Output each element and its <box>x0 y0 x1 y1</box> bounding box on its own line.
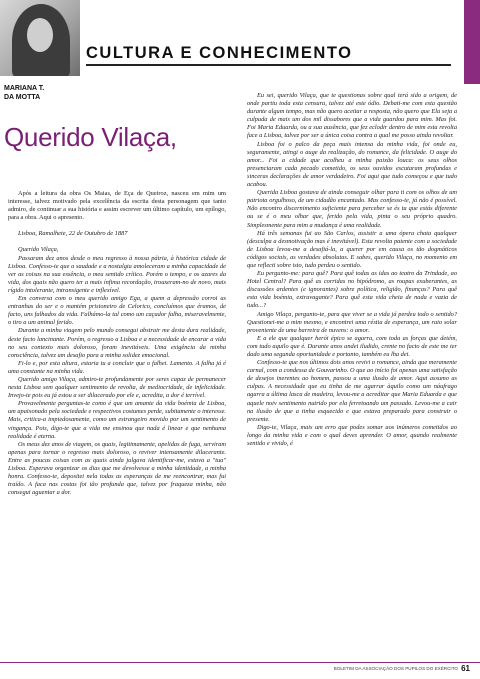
paragraph: Querido Vilaça, <box>18 246 59 254</box>
section-title-rule <box>86 64 451 66</box>
page-number: 61 <box>461 664 470 673</box>
paragraph: Os meus dez anos de viagem, os quais, legitimamente, apelidas de fuga, serviram apenas para tornar o regresso mais doloroso, o reviver intensamente dilacerante. Entre as poucas coisas com as quais ainda julgava identificar-me, estava a "tua" Lisboa. Esperava organizar os dias que me devolvesse a minha identidade, a minha honra. Confesso-te, depositei nela todas as esperanças de me reencontrar, mas fui traído. A faca nas costas foi tão profunda que, talvez por fraqueza minha, não consegui aguentar a dor. <box>8 440 226 497</box>
paragraph: Amigo Vilaça, pergunto-te, para que viver se a vida já perdeu todo o sentido? Questionei-me a mim mesmo, e encontrei uma réstia de esperança, um raio solar proveniente de uma barreira de nuvens: o amor. <box>247 310 457 334</box>
author-photo-face <box>27 18 53 52</box>
paragraph: Lisboa, Ramalhete, 22 de Outubro de 1887 <box>18 230 128 238</box>
paragraph: Querida Lisboa gostava de ainda conseguir olhar para ti com os olhos de um patriota orgulhoso, de um cidadão encantado. Mas confesso-te, já não é possível. Não encontro discernimento suficiente para perceber se és tu que estás diferente ou se é o meu olhar que, ferido pela vida, pinta o seu próprio quadro. Simplesmente para mim a mudança é uma realidade. <box>247 189 457 229</box>
author-photo <box>0 0 80 76</box>
paragraph: Passaram dez anos desde o meu regresso à nossa pátria, à histórica cidade de Lisboa. Confesso-te que a saudade e a nostalgia amoleceram a minha capacidade de ver as coisas na sua essência, o meu sentido crítico. Porém o tempo, e os azares da vida, dos quais não quero ter a mais ínfima recordação, trouxeram-no de novo, mais rígido intolerante, intransigente e inflexível. <box>8 254 226 294</box>
paragraph: Confesso-te que nos últimos dois anos revivi o romance, ainda que meramente carnal, com a condessa de Gouvarinho. O que ao início foi apenas uma satisfação de desejos inerentes ao homem, passou a uma ilusão de amor. Aqui assumo as culpas. A necessidade que eu tinha de me agarrar àquilo como um náufrago agarra a última lasca de madeira, levou-me a acreditar que Maria Eduarda e que aquele noiv sentimento nutrido por ela ferretoando um passado. Levou-me a cair na ilusão de que a tinha esquecido e que estava preparado para construir o presente. <box>247 359 457 423</box>
article-title: Querido Vilaça, <box>4 122 177 152</box>
paragraph: Querido amigo Vilaça, admiro-te profundamente por seres capaz de permanecer nesta Lisboa sem qualquer sentimento de revolta, de mediocridade, de infelicidade. Invejo-te pois eu já estou a ser dilacerado por ele e, acredita, a dor é terrível. <box>8 375 226 400</box>
paragraph: Há três semanas fui ao São Carlos, assistir a uma ópera chata qualquer (desculpa a desmotivação mas é inevitável). Esta revolta patente com a sociedade de Lisboa levou-me a desafiá-la, a querer por em causa os tão dogmáticos códigos sociais, as verdades absolutas. E sabes, querido Vilaça, no momento em que reflecti sobre isto, tudo perdeu o sentido. <box>247 229 457 269</box>
footer-publication: BOLETIM DA ASSOCIAÇÃO DOS PUPILOS DO EXÉRCITO <box>333 666 458 671</box>
section-color-bar <box>464 0 480 84</box>
author-name <box>4 84 44 102</box>
paragraph: Eu pergunto-me: para quê? Para quê todas as idas ao teatro da Trindade, ao Hotel Central? Para quê as corridas no hipódromo, as roupas exuberantes, as discussões ardentes (e ignorantes) sobre política, religião, finanças? Para quê esta vida boémia, extravagante? Para quê esta vida cheia de nada e vazia de tudo...? <box>247 270 457 310</box>
paragraph: Provavelmente perguntas-te como é que um amante da vida boémia de Lisboa, um apaixonado pela sociedade e respectivos costumes perde, subitamente o interesse. Mais, critica-a impiedosamente, como um estrangeiro movido por um sentimento de vingança. Pois, digo-te que a vida me ensinou que nada é linear e que nenhuma realidade é eterna. <box>8 400 226 440</box>
paragraph: Em conversa com o meu querido amigo Ega, a quem a depressão corroi as entranhas do ser e o mantém prisioneiro de Celorico, concluímos que éramos, de facto, uns falhados da vida. Falhámo-la tal como um caçador falha, miseravelmente, o tiro a um animal ferido. <box>8 295 226 327</box>
paragraph: Lisboa foi o palco da peça mais intensa da minha vida, foi onde eu, seguramente, atingi o auge da realização, do romance, da felicidade. O auge do amor... Foi a cidade que acolheu a minha paixão louca: os seus olhos presenciaram cada pecado cometido, os seus ouvidos escutaram profundas e sinceras declarações de amor verdadeiro. Foi aqui que tudo começou e que tudo acabou. <box>247 140 457 189</box>
right-column <box>247 92 457 448</box>
section-title: CULTURA E CONHECIMENTO <box>86 44 353 62</box>
paragraph: Durante a minha viagem pelo mundo consegui abstrair me desta dura realidade, deste facto lancinante. Porém, o regresso a Lisboa e a necessidade de encarar a vida no seu contexto mais doloroso, foram inevitáveis. Uma exigência da minha consciência, talvez um desafio para a minha solidez emocional. <box>8 327 226 359</box>
author-name-line2: DA MOTTA <box>4 94 41 101</box>
paragraph: Fi-lo e, por esta altura, estaria tu a concluir que o falhei. Lamento. A falha já é uma constante na minha vida. <box>8 359 226 375</box>
paragraph: Digo-te, Vilaça, mais um erro que podes somar aos inúmeros cometidos ao longo da minha vida e com o qual deves aprender. O amor, quando realmente sentido e vivido, é <box>247 423 457 448</box>
paragraph: Após a leitura da obra Os Maias, de Eça de Queiroz, nasceu em mim um interesse, talvez motivado pela excelência da escrita desta personagem que tanto admiro, de continuar a sua história e assim escrever um último capítulo, um epílogo, para a obra. Aqui o apresento. <box>8 190 226 222</box>
paragraph: Eu sei, querido Vilaça, que te questionas sobre qual terá sido a origem, de onde partiu toda esta censura, talvez até este ódio. Debati-me com esta questão durante algum tempo, mas não quero aceitar a resposta, não quero que Ela seja a culpada de mais um dos mil dissabores que a vida guardou para mim. Mas foi. Foi Maria Eduarda, ou a sua ausência, que fez eclodir dentro de mim esta revolta face a Lisboa, talvez por ser a única coisa contra a qual me posso ainda revoltar. <box>247 92 457 140</box>
left-column <box>8 190 226 497</box>
footer-rule <box>0 662 480 663</box>
paragraph: E a ele que qualquer herói épico se agarra, com toda as forças que detém, com tudo aquilo que é. Durante anos andei iludido, crente no facto de este me ter dado uma segunda oportunidade e portanto, também eu lha dei. <box>247 334 457 358</box>
author-name-line1: MARIANA T. <box>4 85 45 92</box>
